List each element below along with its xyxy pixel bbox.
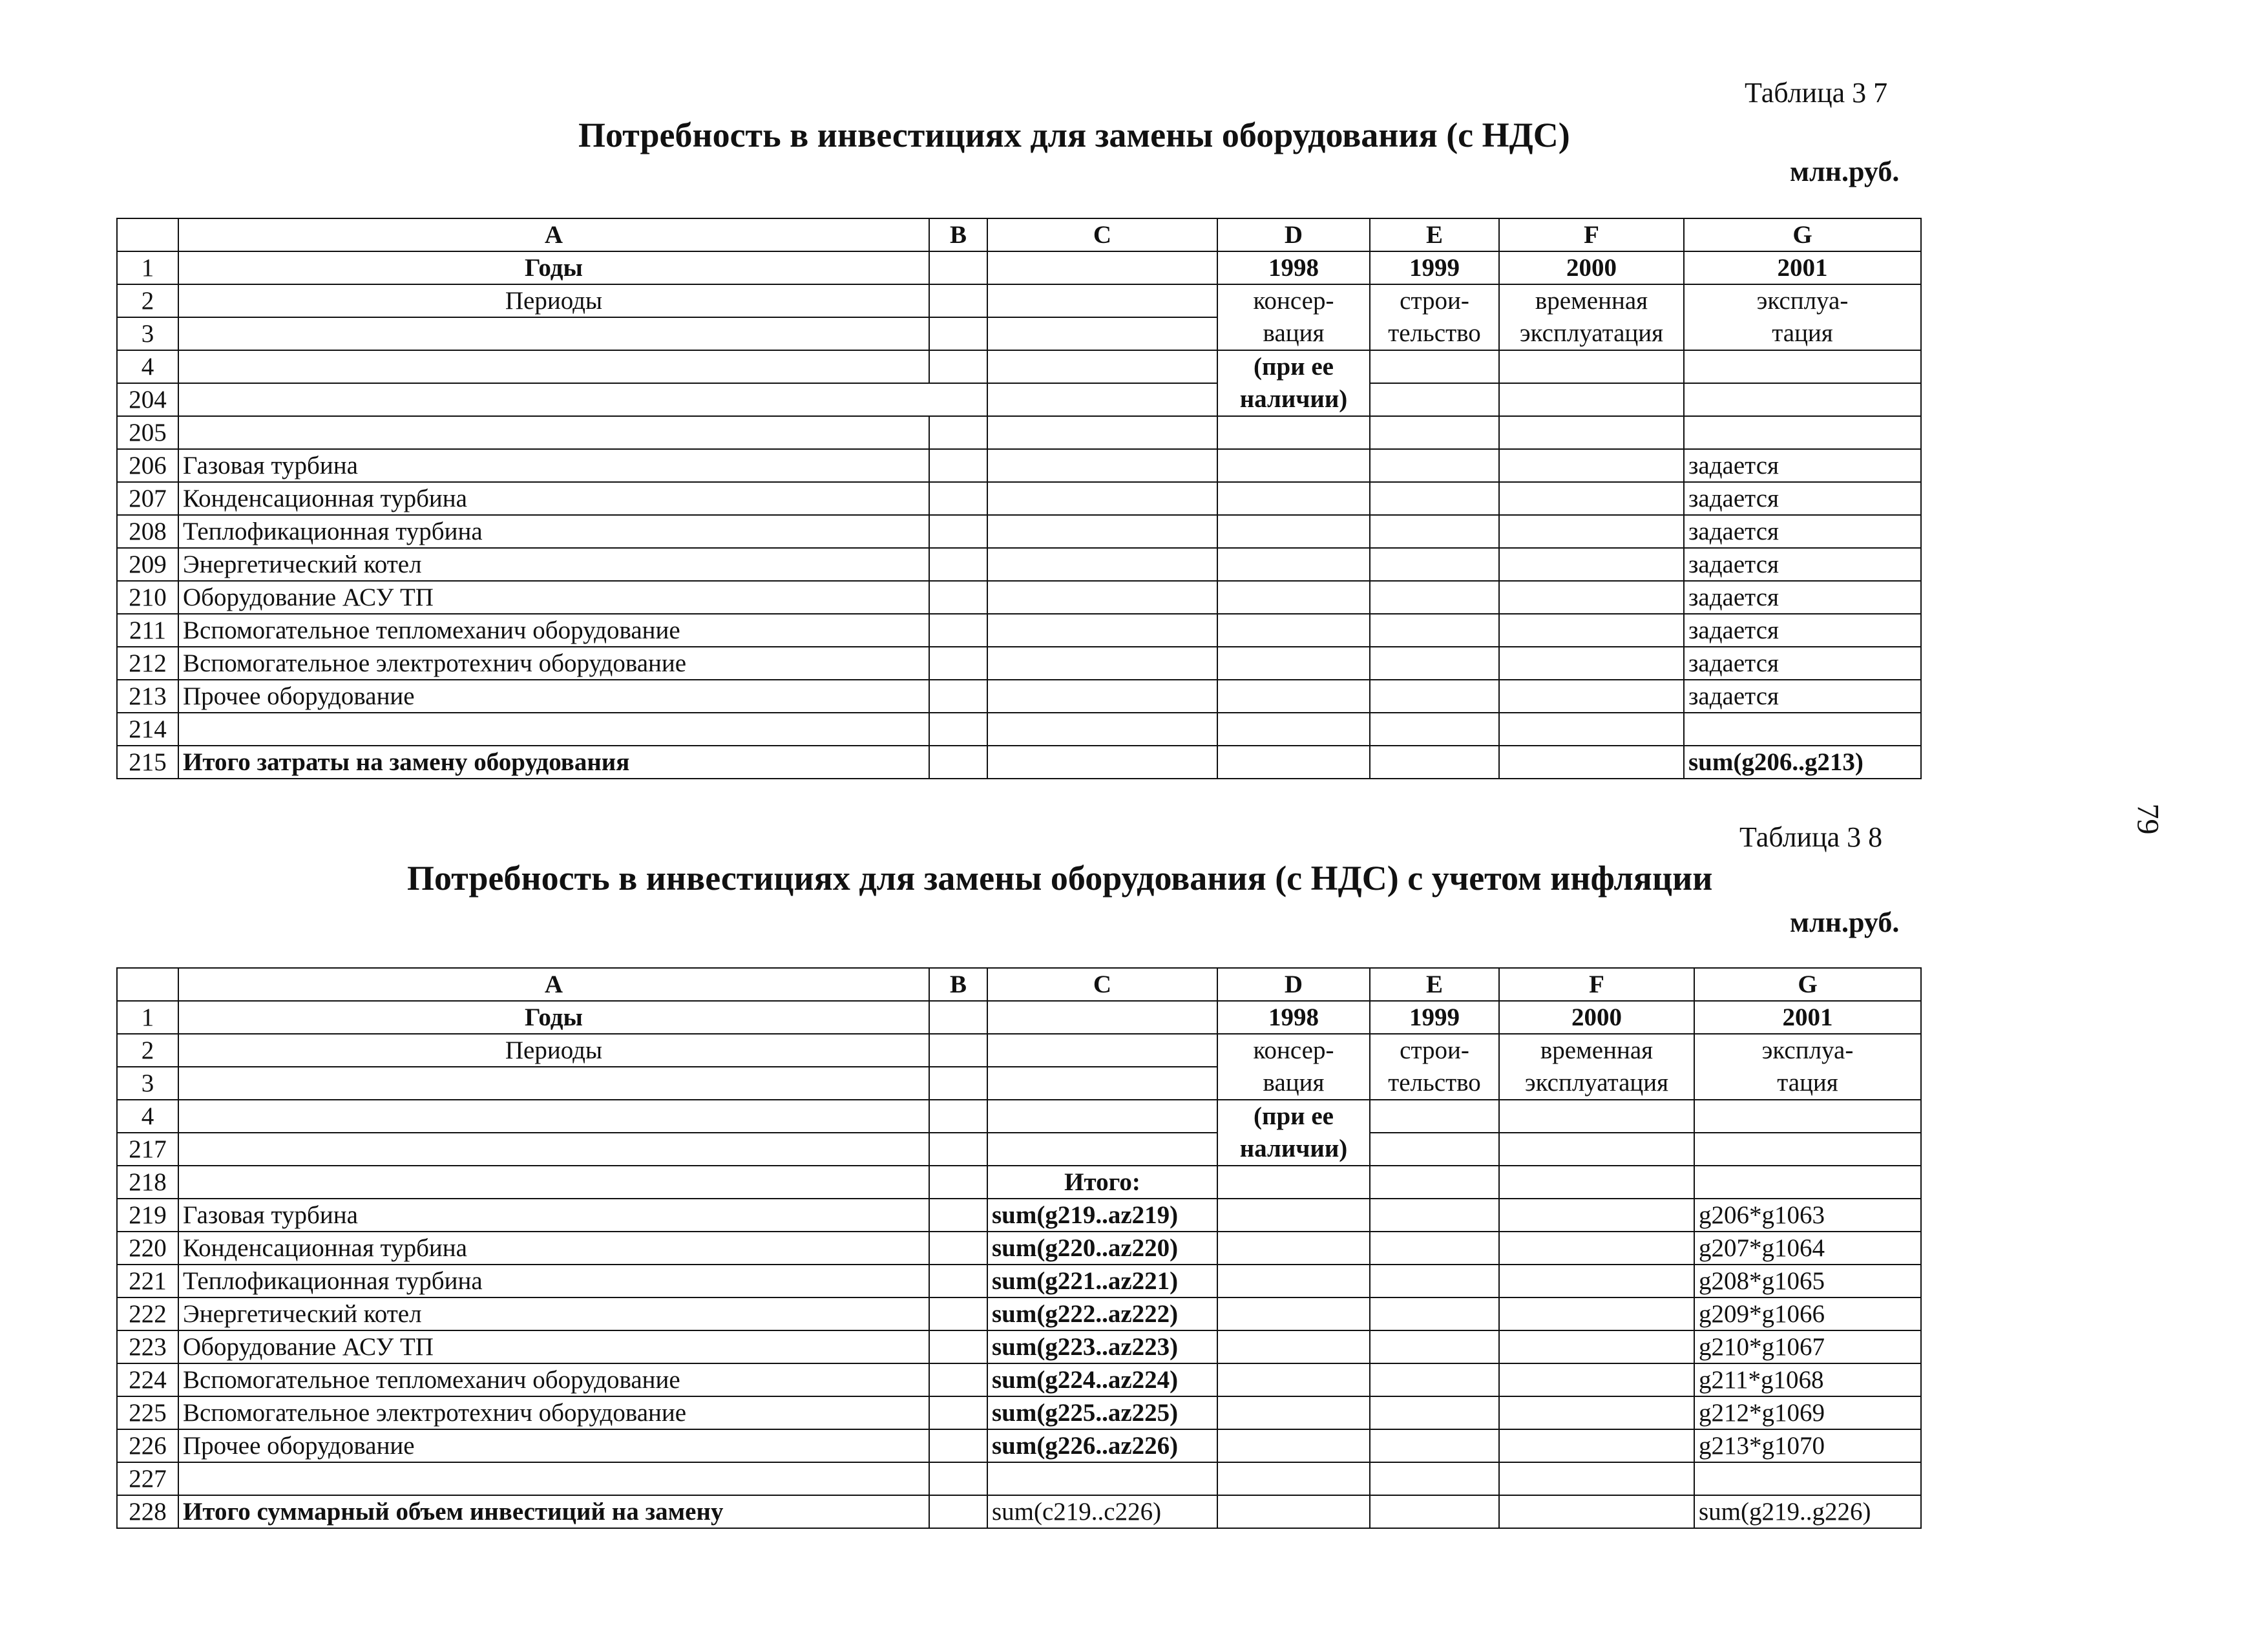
item-label: Газовая турбина [178, 1199, 929, 1232]
item-value-g: задается [1684, 614, 1921, 647]
year-2000: 2000 [1499, 1001, 1694, 1034]
total-header-c: Итого: [987, 1166, 1217, 1199]
item-label: Вспомогательное тепломеханич оборудование [178, 1363, 929, 1396]
row-number: 228 [117, 1495, 178, 1528]
row-number: 214 [117, 713, 178, 746]
period-e-cont: тельство [1370, 1067, 1499, 1100]
period-d-cont: вация [1217, 317, 1370, 350]
item-value-g: g208*g1065 [1694, 1265, 1921, 1297]
item-label: Оборудование АСУ ТП [178, 581, 929, 614]
period-g-cont: тация [1694, 1067, 1921, 1100]
table1-title: Потребность в инвестициях для замены оборудования (с НДС) [578, 116, 1570, 154]
row-number: 225 [117, 1396, 178, 1429]
row-number: 212 [117, 647, 178, 680]
table-row [117, 1199, 1921, 1232]
period-d-note: (при ее [1217, 350, 1370, 383]
table-row [117, 1396, 1921, 1429]
row-number: 213 [117, 680, 178, 713]
col-header-a: A [178, 218, 929, 251]
col-header-d: D [1217, 218, 1370, 251]
row-number: 226 [117, 1429, 178, 1462]
period-e: строи- [1370, 1034, 1499, 1067]
row-number: 223 [117, 1330, 178, 1363]
item-label: Оборудование АСУ ТП [178, 1330, 929, 1363]
table-row [117, 581, 1921, 614]
row-number: 1 [117, 251, 178, 284]
corner-cell [117, 218, 178, 251]
table2 [116, 967, 1922, 1529]
page-number: 79 [2130, 803, 2165, 835]
col-header-g: G [1694, 968, 1921, 1001]
period-d: консер- [1217, 1034, 1370, 1067]
table2-label: Таблица 3 8 [1739, 821, 1883, 853]
period-d-note: (при ее [1217, 1100, 1370, 1133]
year-2001: 2001 [1684, 251, 1921, 284]
period-d: консер- [1217, 284, 1370, 317]
table-row [117, 1363, 1921, 1396]
year-1999: 1999 [1370, 1001, 1499, 1034]
row-number: 204 [117, 383, 178, 416]
row-number: 224 [117, 1363, 178, 1396]
row-number: 207 [117, 482, 178, 515]
row-number: 217 [117, 1133, 178, 1166]
col-header-a: A [178, 968, 929, 1001]
period-e-cont: тельство [1370, 317, 1499, 350]
row-number: 222 [117, 1297, 178, 1330]
item-total-c: sum(g223..az223) [987, 1330, 1217, 1363]
table2-periods-row [117, 1034, 1921, 1067]
row-number: 219 [117, 1199, 178, 1232]
table-row [117, 680, 1921, 713]
year-2000: 2000 [1499, 251, 1684, 284]
item-label: Вспомогательное электротехнич оборудование [178, 647, 929, 680]
table2-years-row [117, 1001, 1921, 1034]
row-number: 227 [117, 1462, 178, 1495]
corner-cell [117, 968, 178, 1001]
table2-unit: млн.руб. [1790, 907, 1900, 938]
row-number: 221 [117, 1265, 178, 1297]
table1-years-row [117, 251, 1921, 284]
table-row [117, 1232, 1921, 1265]
total-label: Итого суммарный объем инвестиций на замену [178, 1495, 929, 1528]
item-value-g: g211*g1068 [1694, 1363, 1921, 1396]
item-label: Прочее оборудование [178, 680, 929, 713]
item-label: Конденсационная турбина [178, 1232, 929, 1265]
year-1999: 1999 [1370, 251, 1499, 284]
period-g: эксплуа- [1684, 284, 1921, 317]
table-row [117, 1429, 1921, 1462]
item-label: Конденсационная турбина [178, 482, 929, 515]
item-value-g: g213*g1070 [1694, 1429, 1921, 1462]
period-f-cont: эксплуатация [1499, 317, 1684, 350]
table2-row3 [117, 1067, 1921, 1100]
row-number: 210 [117, 581, 178, 614]
col-header-f: F [1499, 968, 1694, 1001]
row-number: 209 [117, 548, 178, 581]
row-number: 218 [117, 1166, 178, 1199]
row-number: 205 [117, 416, 178, 449]
item-value-g: g210*g1067 [1694, 1330, 1921, 1363]
table1-row3 [117, 317, 1921, 350]
table2-row217 [117, 1133, 1921, 1166]
row-number: 4 [117, 350, 178, 383]
years-label: Годы [178, 1001, 929, 1034]
table-row [117, 515, 1921, 548]
item-total-c: sum(g219..az219) [987, 1199, 1217, 1232]
table-row [117, 482, 1921, 515]
item-total-c: sum(g221..az221) [987, 1265, 1217, 1297]
item-value-g: задается [1684, 515, 1921, 548]
table1-label: Таблица 3 7 [1745, 77, 1888, 109]
row-number: 2 [117, 1034, 178, 1067]
item-label: Газовая турбина [178, 449, 929, 482]
period-d-note-cont: наличии) [1217, 383, 1370, 416]
item-label: Энергетический котел [178, 548, 929, 581]
item-total-c: sum(g224..az224) [987, 1363, 1217, 1396]
col-header-b: B [929, 218, 987, 251]
row-number: 2 [117, 284, 178, 317]
table2-title: Потребность в инвестициях для замены оборудования (с НДС) с учетом инфляции [407, 859, 1713, 898]
table-row [117, 614, 1921, 647]
item-total-c: sum(g222..az222) [987, 1297, 1217, 1330]
item-value-g: g209*g1066 [1694, 1297, 1921, 1330]
item-total-c: sum(g225..az225) [987, 1396, 1217, 1429]
table1-unit: млн.руб. [1790, 156, 1900, 187]
item-label: Вспомогательное тепломеханич оборудование [178, 614, 929, 647]
row-number: 220 [117, 1232, 178, 1265]
row-number: 206 [117, 449, 178, 482]
item-total-c: sum(g226..az226) [987, 1429, 1217, 1462]
table-row [117, 1297, 1921, 1330]
item-label: Прочее оборудование [178, 1429, 929, 1462]
period-f: временная [1499, 1034, 1694, 1067]
table-row [117, 449, 1921, 482]
table2-row4 [117, 1100, 1921, 1133]
table2-row227 [117, 1462, 1921, 1495]
row-number: 4 [117, 1100, 178, 1133]
item-label: Энергетический котел [178, 1297, 929, 1330]
item-value-g: задается [1684, 581, 1921, 614]
total-g: sum(g219..g226) [1694, 1495, 1921, 1528]
col-header-b: B [929, 968, 987, 1001]
table-row [117, 1330, 1921, 1363]
col-header-d: D [1217, 968, 1370, 1001]
table1-col-header-row [117, 218, 1921, 251]
item-value-g: задается [1684, 680, 1921, 713]
table2-total-row [117, 1495, 1921, 1528]
period-g: эксплуа- [1694, 1034, 1921, 1067]
row-number: 3 [117, 317, 178, 350]
table1 [116, 218, 1922, 779]
period-d-note-cont: наличии) [1217, 1133, 1370, 1166]
item-value-g: задается [1684, 482, 1921, 515]
col-header-e: E [1370, 968, 1499, 1001]
period-g-cont: тация [1684, 317, 1921, 350]
item-value-g: g207*g1064 [1694, 1232, 1921, 1265]
item-value-g: задается [1684, 449, 1921, 482]
item-value-g: g212*g1069 [1694, 1396, 1921, 1429]
col-header-f: F [1499, 218, 1684, 251]
item-value-g: g206*g1063 [1694, 1199, 1921, 1232]
item-value-g: задается [1684, 647, 1921, 680]
row-number: 211 [117, 614, 178, 647]
row-number: 215 [117, 746, 178, 779]
item-value-g: задается [1684, 548, 1921, 581]
item-total-c: sum(g220..az220) [987, 1232, 1217, 1265]
periods-label: Периоды [178, 284, 929, 317]
years-label: Годы [178, 251, 929, 284]
col-header-e: E [1370, 218, 1499, 251]
year-1998: 1998 [1217, 251, 1370, 284]
col-header-c: C [987, 218, 1217, 251]
col-header-c: C [987, 968, 1217, 1001]
table-row [117, 548, 1921, 581]
table1-total-row [117, 746, 1921, 779]
row-number: 3 [117, 1067, 178, 1100]
year-2001: 2001 [1694, 1001, 1921, 1034]
total-g: sum(g206..g213) [1684, 746, 1921, 779]
year-1998: 1998 [1217, 1001, 1370, 1034]
table2-row218 [117, 1166, 1921, 1199]
periods-label: Периоды [178, 1034, 929, 1067]
period-d-cont: вация [1217, 1067, 1370, 1100]
col-header-g: G [1684, 218, 1921, 251]
period-e: строи- [1370, 284, 1499, 317]
table2-col-header-row [117, 968, 1921, 1001]
table-row [117, 647, 1921, 680]
period-f-cont: эксплуатация [1499, 1067, 1694, 1100]
period-f: временная [1499, 284, 1684, 317]
row-number: 208 [117, 515, 178, 548]
item-label: Вспомогательное электротехнич оборудование [178, 1396, 929, 1429]
total-c: sum(c219..c226) [987, 1495, 1217, 1528]
row-number: 1 [117, 1001, 178, 1034]
item-label: Теплофикационная турбина [178, 1265, 929, 1297]
table1-row205 [117, 416, 1921, 449]
table-row [117, 1265, 1921, 1297]
table1-row204 [117, 383, 1921, 416]
table1-periods-row [117, 284, 1921, 317]
table1-row4 [117, 350, 1921, 383]
table1-row214 [117, 713, 1921, 746]
total-label: Итого затраты на замену оборудования [178, 746, 929, 779]
item-label: Теплофикационная турбина [178, 515, 929, 548]
